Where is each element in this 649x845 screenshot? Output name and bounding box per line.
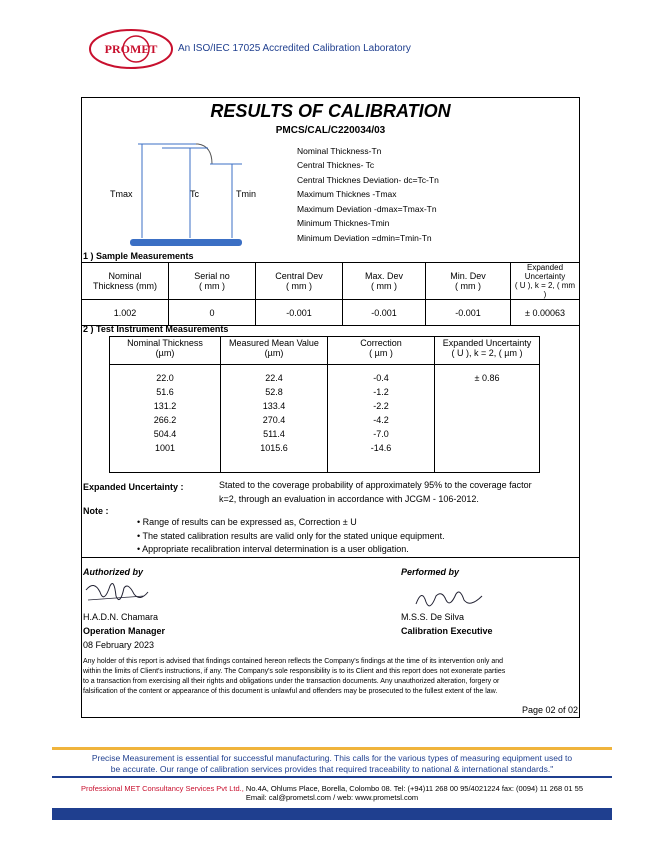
- table-header-cell: Measured Mean Value (µm): [221, 337, 328, 365]
- footer-address-text: No.4A, Ohlums Place, Borella, Colombo 08. Tel: (+94)11 268 00 95/4021224 fax: (0094) 11 268 01 55: [243, 784, 584, 793]
- table-row: [110, 365, 540, 473]
- footer-line2: be accurate. Our range of calibration services provides that required traceability to national & international standards.": [110, 764, 554, 774]
- note-item: • Appropriate recalibration interval determination is a user obligation.: [137, 544, 409, 554]
- table-cell: -0.001: [256, 300, 343, 326]
- performed-title: Calibration Executive: [401, 626, 493, 636]
- table-cell: 1.002: [82, 300, 169, 326]
- legend-item: Minimum Deviation =dmin=Tmin-Tn: [297, 233, 432, 243]
- table-cell: 131.2: [153, 401, 177, 411]
- disclaimer: [83, 657, 578, 697]
- table-header-cell: Nominal Thickness (mm): [82, 263, 169, 300]
- table-cell: ± 0.00063: [511, 300, 580, 326]
- footer-line1: Precise Measurement is essential for successful manufacturing. This calls for the various types of measuring equipment used to: [91, 753, 573, 763]
- table-cell: -4.2: [373, 415, 389, 425]
- footer-company: Professional MET Consultancy Services Pvt Ltd.,: [80, 784, 244, 793]
- footer-accent-bar: [52, 747, 612, 750]
- nominal-column: [110, 365, 221, 473]
- legend-item: Central Thicknes- Tc: [297, 160, 375, 170]
- table-cell: 270.4: [262, 415, 286, 425]
- uncertainty-column: [435, 365, 540, 473]
- report-date: 08 February 2023: [83, 640, 155, 650]
- disclaimer-line: falsification of the content or appearance of this document is unlawful and offenders may be prosecuted to the fullest extent of the law.: [83, 688, 498, 695]
- instrument-table: [109, 336, 540, 473]
- report-title: RESULTS OF CALIBRATION: [210, 101, 451, 121]
- disclaimer-line: Any holder of this report is advised that findings contained hereon reflects the Company's findings at the time of its intervention only and: [83, 658, 504, 665]
- correction-column: [328, 365, 435, 473]
- page-number: Page 02 of 02: [521, 705, 578, 715]
- authorized-label: Authorized by: [83, 567, 143, 577]
- table-cell: 22.4: [265, 373, 283, 383]
- uncertainty-line1: Stated to the coverage probability of approximately 95% to the coverage factor: [219, 480, 532, 490]
- table-header-cell: Expanded Uncertainty ( U ), k = 2, ( mm ): [511, 263, 580, 300]
- authorized-title: Operation Manager: [83, 626, 166, 636]
- disclaimer-line: within the limits of Client's instructions, if any. The Company's sole responsibility is to its Client and this report does not exonerate parties: [83, 668, 506, 675]
- table-cell: ± 0.86: [474, 373, 500, 383]
- diagram-label-tc: Tc: [190, 189, 199, 199]
- performed-label: Performed by: [401, 567, 460, 577]
- table-cell: 511.4: [263, 429, 285, 439]
- table-cell: 504.4: [153, 429, 177, 439]
- disclaimer-line: to a transaction from exercising all their rights and obligations under the transaction documents. Any unauthorized alteration, forgery or: [83, 678, 500, 685]
- table-header-cell: Nominal Thickness (µm): [110, 337, 221, 365]
- table-row: [110, 337, 540, 365]
- note-item: • Range of results can be expressed as, Correction ± U: [137, 517, 357, 527]
- table-row: [82, 263, 580, 300]
- table-cell: 133.4: [262, 401, 286, 411]
- legend-item: Maximum Thicknes -Tmax: [297, 189, 397, 199]
- table-cell: -7.0: [373, 429, 389, 439]
- thickness-diagram: [106, 140, 276, 250]
- table-row: [82, 300, 580, 326]
- logo-text: PROMET: [104, 42, 158, 56]
- footer-bottom-band: [52, 808, 612, 820]
- performed-signature: [412, 586, 487, 614]
- table-header-cell: Max. Dev ( mm ): [343, 263, 426, 300]
- legend-item: Maximum Deviation -dmax=Tmax-Tn: [297, 204, 437, 214]
- table-cell: -14.6: [370, 443, 392, 453]
- authorized-signature: [84, 578, 154, 608]
- table-cell: 52.8: [265, 387, 283, 397]
- diagram-label-tmax: Tmax: [110, 189, 133, 199]
- legend-item: Central Thicknes Deviation- dc=Tc-Tn: [297, 175, 439, 185]
- measured-column: [221, 365, 328, 473]
- table-cell: -0.001: [426, 300, 511, 326]
- table-cell: -1.2: [373, 387, 389, 397]
- divider: [81, 557, 580, 558]
- table-header-cell: Serial no ( mm ): [169, 263, 256, 300]
- instrument-heading: 2 ) Test Instrument Measurements: [83, 324, 229, 334]
- uncertainty-label: Expanded Uncertainty :: [83, 482, 184, 492]
- table-header-cell: Min. Dev ( mm ): [426, 263, 511, 300]
- diagram-base-plate: [130, 239, 242, 246]
- footer-address: [52, 778, 612, 808]
- table-header-cell: Central Dev ( mm ): [256, 263, 343, 300]
- table-cell: 0: [169, 300, 256, 326]
- legend-item: Nominal Thickness-Tn: [297, 146, 382, 156]
- sample-heading: 1 ) Sample Measurements: [83, 251, 194, 261]
- footer-contact: Email: cal@prometsl.com / web: www.prometsl.com: [245, 793, 419, 802]
- performed-name: M.S.S. De Silva: [401, 612, 465, 622]
- legend-item: Minimum Thicknes-Tmin: [297, 218, 390, 228]
- accreditation-text: An ISO/IEC 17025 Accredited Calibration Laboratory: [178, 43, 411, 54]
- promet-logo: [88, 28, 174, 70]
- note-label: Note :: [83, 506, 109, 516]
- diagram-label-tmin: Tmin: [236, 189, 256, 199]
- sample-table: [81, 262, 580, 326]
- table-cell: -2.2: [373, 401, 389, 411]
- authorized-name: H.A.D.N. Chamara: [83, 612, 159, 622]
- uncertainty-line2: k=2, through an evaluation in accordance with JCGM - 106-2012.: [219, 494, 479, 504]
- table-cell: -0.4: [373, 373, 389, 383]
- table-cell: 1015.6: [260, 443, 288, 453]
- report-number: PMCS/CAL/C220034/03: [275, 125, 386, 136]
- note-item: • The stated calibration results are valid only for the stated unique equipment.: [137, 531, 445, 541]
- table-cell: 1001: [154, 443, 176, 453]
- table-cell: 51.6: [156, 387, 174, 397]
- table-header-cell: Correction ( µm ): [328, 337, 435, 365]
- table-cell: 22.0: [156, 373, 174, 383]
- table-cell: -0.001: [343, 300, 426, 326]
- diagram-profile-curve: [160, 144, 212, 164]
- table-header-cell: Expanded Uncertainty ( U ), k = 2, ( µm ): [435, 337, 540, 365]
- table-cell: 266.2: [153, 415, 177, 425]
